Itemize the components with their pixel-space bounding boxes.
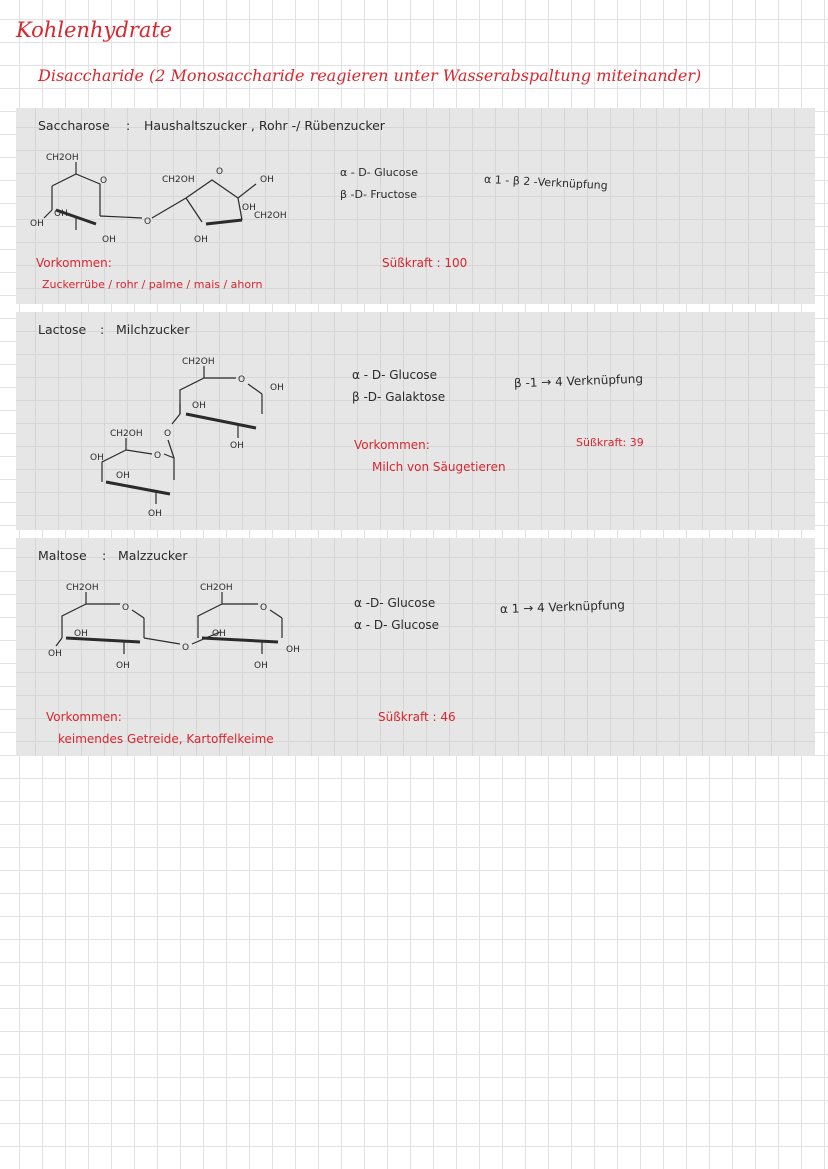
monomer-1: α -D- Glucose [354,596,436,610]
oh-label: OH [254,661,268,671]
ch2oh-label: CH2OH [200,583,233,593]
section-lactose [16,312,815,530]
linkage: α 1 - β 2 -Verknüpfung [483,172,609,193]
bridge-oxygen-label: O [144,217,152,227]
oh-label: OH [116,471,130,481]
ch2oh-label: CH2OH [46,153,79,163]
ch2oh-label: CH2OH [110,429,143,439]
oh-label: OH [260,175,274,185]
oh-label: OH [48,649,62,659]
oh-label: OH [116,661,130,671]
sweetness: Süßkraft: 39 [576,436,644,449]
section-separator: : [100,322,105,337]
occurrence-text: keimendes Getreide, Kartoffelkeime [58,732,274,746]
monomer-2: β -D- Fructose [340,188,418,201]
section-name: Saccharose [38,118,110,133]
sweetness: Süßkraft : 100 [382,256,468,270]
occurrence-label: Vorkommen: [354,438,430,452]
ring-oxygen-label: O [154,451,162,461]
sweetness: Süßkraft : 46 [378,710,456,724]
section-separator: : [102,548,107,563]
ring-oxygen-label: O [100,176,108,186]
lactose-structure [56,350,316,520]
oh-label: OH [90,453,104,463]
page-subtitle: Disaccharide (2 Monosaccharide reagieren unter Wasserabspaltung miteinander) [38,66,702,85]
monomer-2: α - D- Glucose [354,618,440,632]
occurrence-text: Milch von Säugetieren [372,460,506,474]
monomer-1: α - D- Glucose [352,368,438,382]
occurrence-label: Vorkommen: [46,710,122,724]
oh-label: OH [74,629,88,639]
oh-label: OH [242,203,256,213]
bridge-oxygen-label: O [182,643,190,653]
oh-label: OH [30,219,44,229]
maltose-structure [36,576,336,686]
oh-label: OH [194,235,208,245]
ring-oxygen-label: O [216,167,224,177]
occurrence-label: Vorkommen: [36,256,112,270]
bridge-oxygen-label: O [164,429,172,439]
section-alias: Haushaltszucker , Rohr -/ Rübenzucker [144,118,385,133]
section-maltose [16,538,815,756]
oh-label: OH [102,235,116,245]
oh-label: OH [54,209,68,219]
ch2oh-label: CH2OH [66,583,99,593]
monomer-1: α - D- Glucose [340,166,418,179]
ch2oh-label: CH2OH [182,357,215,367]
linkage: β -1 → 4 Verknüpfung [513,371,644,391]
section-name: Lactose [38,322,87,337]
oh-label: OH [212,629,226,639]
oh-label: OH [192,401,206,411]
monomer-2: β -D- Galaktose [352,390,446,404]
section-saccharose [16,108,815,304]
oh-label: OH [286,645,300,655]
ch2oh-label: CH2OH [162,175,195,185]
ring-oxygen-label: O [122,603,130,613]
ch2oh-label: CH2OH [254,211,287,221]
section-alias: Malzzucker [118,548,188,563]
section-name: Maltose [38,548,87,563]
linkage: α 1 → 4 Verknüpfung [499,597,626,617]
ring-oxygen-label: O [238,375,246,385]
occurrence-text: Zuckerrübe / rohr / palme / mais / ahorn [42,278,263,291]
saccharose-structure [16,146,316,256]
oh-label: OH [148,509,162,519]
section-separator: : [126,118,131,133]
ring-oxygen-label: O [260,603,268,613]
oh-label: OH [270,383,284,393]
oh-label: OH [230,441,244,451]
page-title: Kohlenhydrate [16,18,173,42]
section-alias: Milchzucker [116,322,190,337]
